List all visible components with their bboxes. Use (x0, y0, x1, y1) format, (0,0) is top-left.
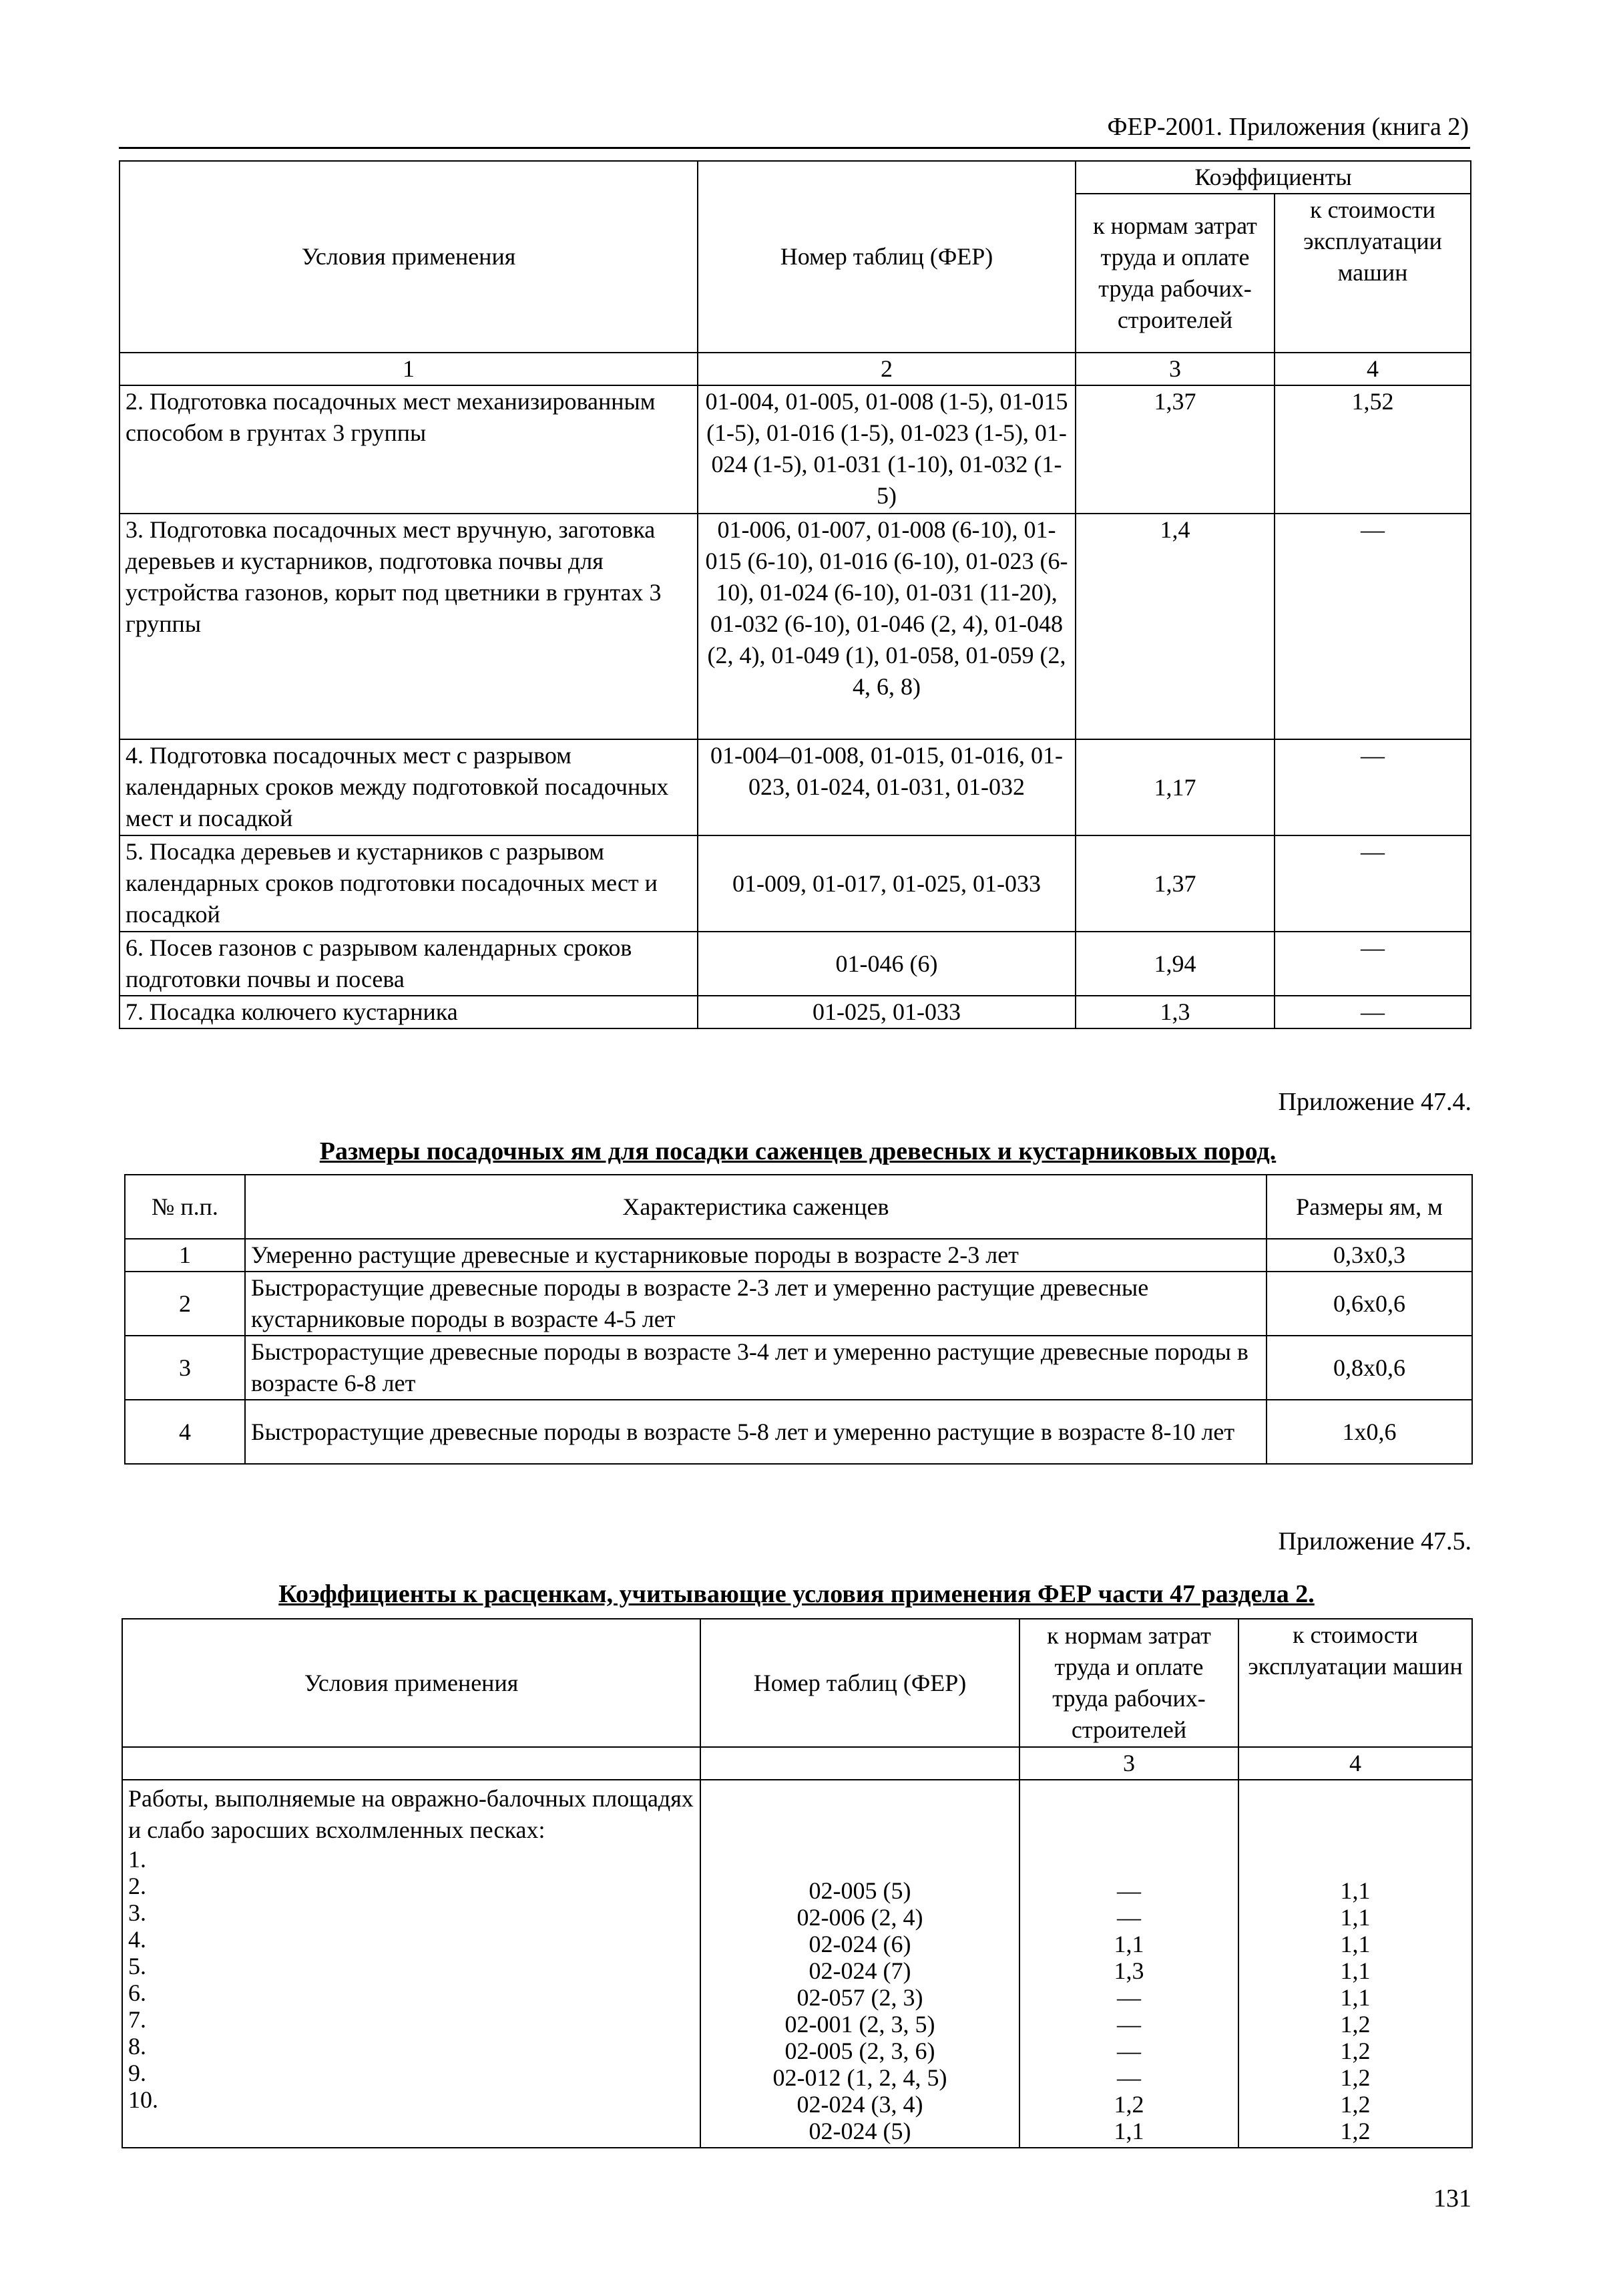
cell-desc: Быстрорастущие древесные породы в возрасте 5-8 лет и умеренно растущие в возрасте 8-10 лет (245, 1400, 1267, 1464)
list-item: 1,2 (1340, 2011, 1371, 2038)
cell-desc: Быстрорастущие древесные породы в возрасте 3-4 лет и умеренно растущие древесные породы в возрасте 6-8 лет (245, 1336, 1267, 1400)
list-item: 1. (128, 1846, 146, 1873)
table-row (120, 835, 1471, 932)
list-item: 1,1 (1114, 1931, 1144, 1957)
list-item: 5. (128, 1953, 146, 1979)
list-item: 02-024 (7) (809, 1957, 911, 1984)
list-item: 1,1 (1340, 1984, 1371, 2011)
header-conditions: Условия применения (120, 161, 698, 353)
header-size: Размеры ям, м (1267, 1175, 1472, 1239)
header-labor: к нормам затрат труда и оплате труда рабочих-строителей (1019, 1619, 1238, 1747)
list-item: — (1117, 1904, 1141, 1931)
cell-labor: 1,94 (1076, 932, 1275, 996)
cell-tables: 01-006, 01-007, 01-008 (6-10), 01-015 (6-10), 01-016 (6-10), 01-023 (6-10), 01-024 (6-10), 01-031 (11-20), 01-032 (6-10), 01-046 (2, 4), 01-048 (2, 4), 01-049 (1), 01-058, 01-059 (2, 4, 6, 8) (698, 514, 1076, 739)
colnum-3: 3 (1076, 353, 1275, 385)
cell-size: 1х0,6 (1267, 1400, 1472, 1464)
table-row (125, 1272, 1472, 1336)
list-item: 4. (128, 1926, 146, 1953)
cell-machines: — (1275, 514, 1471, 739)
header-conditions: Условия применения (122, 1619, 700, 1747)
header-labor: к нормам затрат труда и оплате труда рабочих-строителей (1076, 194, 1275, 353)
cell-tables: 01-046 (6) (698, 932, 1076, 996)
list-item: 1,2 (1340, 2118, 1371, 2144)
header-machines: к стоимости эксплуатации машин (1275, 194, 1471, 353)
list-item: 2. (128, 1873, 146, 1899)
cell-conditions: 5. Посадка деревьев и кустарников с разрывом календарных сроков подготовки посадочных мест и посадкой (120, 835, 698, 932)
list-item: 9. (128, 2060, 146, 2086)
cell-size: 0,8х0,6 (1267, 1336, 1472, 1400)
list-item: 02-057 (2, 3) (796, 1984, 923, 2011)
cell-labor: 1,17 (1076, 739, 1275, 835)
cell-tables: 01-004, 01-005, 01-008 (1-5), 01-015 (1-5), 01-016 (1-5), 01-023 (1-5), 01-024 (1-5), 01-031 (1-10), 01-032 (1-5) (698, 385, 1076, 514)
header-tables: Номер таблиц (ФЕР) (698, 161, 1076, 353)
planting-pits-table (124, 1174, 1473, 1465)
list-item: 10. (128, 2086, 158, 2113)
colnum-4: 4 (1275, 353, 1471, 385)
list-item: 1,1 (1340, 1877, 1371, 1904)
table3-caption: Коэффициенты к расценкам, учитывающие условия применения ФЕР части 47 раздела 2. (278, 1580, 1315, 1608)
colnum-2: 2 (698, 353, 1076, 385)
cell-machines: — (1275, 739, 1471, 835)
table-row (120, 514, 1471, 739)
list-item: 02-024 (3, 4) (796, 2091, 923, 2118)
cell-conditions: 7. Посадка колючего кустарника (120, 996, 698, 1028)
table2-caption: Размеры посадочных ям для посадки саженцев древесных и кустарниковых пород. (319, 1137, 1277, 1165)
list-item: 7. (128, 2006, 146, 2033)
list-item: — (1117, 2038, 1141, 2064)
cell-desc: Умеренно растущие древесные и кустарниковые породы в возрасте 2-3 лет (245, 1239, 1267, 1272)
cell-tables-list (700, 1780, 1019, 2148)
header-tables: Номер таблиц (ФЕР) (700, 1619, 1019, 1747)
table-row (120, 739, 1471, 835)
cell-machines: 1,52 (1275, 385, 1471, 514)
list-item: 1,2 (1340, 2064, 1371, 2091)
table-row (125, 1239, 1472, 1272)
table-row (122, 1780, 1472, 2148)
cell-labor: 1,4 (1076, 514, 1275, 739)
coefficients-table-1 (119, 160, 1471, 1029)
header-machines: к стоимости эксплуатации машин (1238, 1619, 1472, 1747)
cell-conditions-list (122, 1780, 700, 2148)
header-coefficients: Коэффициенты (1076, 161, 1471, 194)
colnum-1: 1 (120, 353, 698, 385)
list-item: 1,1 (1340, 1957, 1371, 1984)
colnum-1 (122, 1747, 700, 1780)
cell-machines: — (1275, 996, 1471, 1028)
list-item: — (1117, 2011, 1141, 2038)
list-item: 02-006 (2, 4) (796, 1904, 923, 1931)
colnum-2 (700, 1747, 1019, 1780)
list-item: — (1117, 2064, 1141, 2091)
cell-labor-list (1019, 1780, 1238, 2148)
colnum-3: 3 (1019, 1747, 1238, 1780)
list-item: 1,1 (1114, 2118, 1144, 2144)
list-item: 1,2 (1340, 2038, 1371, 2064)
table-row (120, 932, 1471, 996)
cell-machines: — (1275, 932, 1471, 996)
cell-desc: Быстрорастущие древесные породы в возрасте 2-3 лет и умеренно растущие древесные кустарниковые породы в возрасте 4-5 лет (245, 1272, 1267, 1336)
cell-conditions: 4. Подготовка посадочных мест с разрывом календарных сроков между подготовкой посадочных мест и посадкой (120, 739, 698, 835)
cell-conditions: 3. Подготовка посадочных мест вручную, заготовка деревьев и кустарников, подготовка почвы для устройства газонов, корыт под цветники в грунтах 3 группы (120, 514, 698, 739)
table-row (125, 1400, 1472, 1464)
cell-labor: 1,37 (1076, 385, 1275, 514)
cell-conditions: 2. Подготовка посадочных мест механизированным способом в грунтах 3 группы (120, 385, 698, 514)
cell-num: 2 (125, 1272, 245, 1336)
header-desc: Характеристика саженцев (245, 1175, 1267, 1239)
list-item: 1,2 (1114, 2091, 1144, 2118)
list-item: — (1117, 1984, 1141, 2011)
list-item: 1,2 (1340, 2091, 1371, 2118)
cell-machines: — (1275, 835, 1471, 932)
running-header: ФЕР-2001. Приложения (книга 2) (1107, 113, 1469, 141)
cell-num: 3 (125, 1336, 245, 1400)
list-item: — (1117, 1877, 1141, 1904)
cell-num: 1 (125, 1239, 245, 1272)
cell-tables: 01-009, 01-017, 01-025, 01-033 (698, 835, 1076, 932)
intro-text: Работы, выполняемые на овражно-балочных площадях и слабо заросших всхолмленных песках: (128, 1785, 694, 1843)
cell-labor: 1,3 (1076, 996, 1275, 1028)
list-item: 8. (128, 2033, 146, 2060)
list-item: 02-012 (1, 2, 4, 5) (772, 2064, 947, 2091)
header-rule (119, 147, 1470, 149)
cell-num: 4 (125, 1400, 245, 1464)
cell-size: 0,6х0,6 (1267, 1272, 1472, 1336)
page-number: 131 (1433, 2184, 1471, 2213)
table-row (120, 996, 1471, 1028)
list-item: 02-024 (5) (809, 2118, 911, 2144)
header-num: № п.п. (125, 1175, 245, 1239)
cell-labor: 1,37 (1076, 835, 1275, 932)
colnum-4: 4 (1238, 1747, 1472, 1780)
table-row (125, 1336, 1472, 1400)
list-item: 1,1 (1340, 1904, 1371, 1931)
list-item: 02-005 (5) (809, 1877, 911, 1904)
list-item: 1,3 (1114, 1957, 1144, 1984)
list-item: 02-024 (6) (809, 1931, 911, 1957)
cell-conditions: 6. Посев газонов с разрывом календарных сроков подготовки почвы и посева (120, 932, 698, 996)
cell-tables: 01-025, 01-033 (698, 996, 1076, 1028)
appendix-label-47-5: Приложение 47.5. (1278, 1527, 1471, 1555)
list-item: 3. (128, 1899, 146, 1926)
cell-tables: 01-004–01-008, 01-015, 01-016, 01-023, 01-024, 01-031, 01-032 (698, 739, 1076, 835)
appendix-label-47-4: Приложение 47.4. (1278, 1088, 1471, 1116)
table-row (120, 385, 1471, 514)
coefficients-table-2 (122, 1618, 1473, 2148)
list-item: 6. (128, 1979, 146, 2006)
list-item: 1,1 (1340, 1931, 1371, 1957)
list-item: 02-005 (2, 3, 6) (784, 2038, 935, 2064)
cell-machines-list (1238, 1780, 1472, 2148)
cell-size: 0,3х0,3 (1267, 1239, 1472, 1272)
list-item: 02-001 (2, 3, 5) (784, 2011, 935, 2038)
